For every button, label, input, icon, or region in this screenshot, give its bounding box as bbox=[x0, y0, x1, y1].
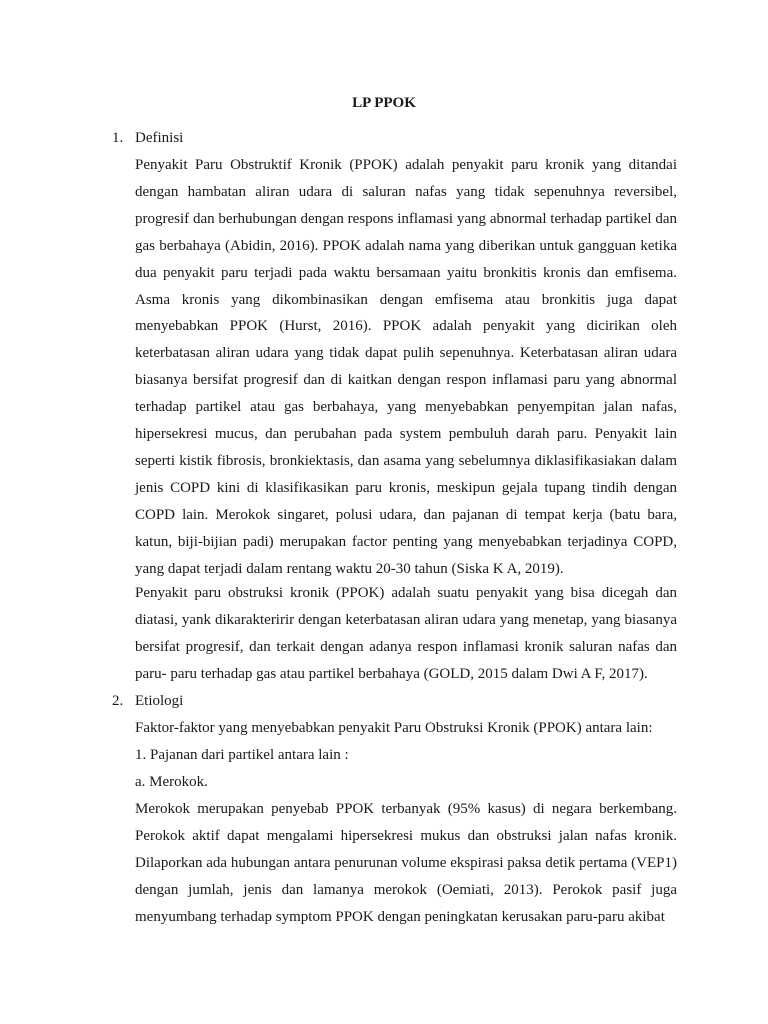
document-title: LP PPOK bbox=[352, 95, 416, 111]
section-number: 1. bbox=[112, 130, 124, 146]
paragraph: Penyakit Paru Obstruktif Kronik (PPOK) adalah penyakit paru kronik yang ditandai dengan hambatan aliran udara di saluran nafas yang tidak sepenuhnya reversibel, progresif dan berhubungan dengan respons inflamasi yang abnormal terhadap partikel dan gas berbahaya (Abidin, 2016). PPOK adalah nama yang diberikan untuk gangguan ketika dua penyakit paru terjadi pada waktu bersamaan yaitu bronkitis kronis dan emfisema. Asma kronis yang dikombinasikan dengan emfisema atau bronkitis juga dapat menyebabkan PPOK (Hurst, 2016). PPOK adalah penyakit yang dicirikan oleh keterbatasan aliran udara yang tidak dapat pulih sepenuhnya. Keterbatasan aliran udara biasanya bersifat progresif dan di kaitkan dengan respon inflamasi paru yang abnormal terhadap partikel atau gas berbahaya, yang menyebabkan penyempitan jalan nafas, hipersekresi mucus, dan perubahan pada system pembuluh darah paru. Penyakit lain seperti kistik fibrosis, bronkiektasis, dan asama yang sebelumnya diklasifikasiakan dalam jenis COPD kini di klasifikasikan paru kronis, meskipun gejala tupang tindih dengan COPD lain. Merokok singaret, polusi udara, dan pajanan di tempat kerja (batu bara, katun, biji-bijian padi) merupakan factor penting yang menyebabkan terjadinya COPD, yang dapat terjadi dalam rentang waktu 20-30 tahun (Siska K A, 2019). bbox=[135, 157, 677, 577]
section-number: 2. bbox=[112, 693, 124, 709]
section-heading: Etiologi bbox=[135, 693, 184, 709]
paragraph: Penyakit paru obstruksi kronik (PPOK) adalah suatu penyakit yang bisa dicegah dan diatasi, yank dikarakteririr dengan keterbatasan aliran udara yang menetap, yang biasanya bersifat progresif, dan terkait dengan adanya respon inflamasi kronik saluran nafas dan paru- paru terhadap gas atau partikel berbahaya (GOLD, 2015 dalam Dwi A F, 2017). bbox=[135, 585, 677, 682]
intro-text: Faktor-faktor yang menyebabkan penyakit Paru Obstruksi Kronik (PPOK) antara lain: bbox=[135, 720, 653, 736]
sub-item: 1. Pajanan dari partikel antara lain : bbox=[135, 747, 349, 763]
paragraph: Merokok merupakan penyebab PPOK terbanyak (95% kasus) di negara berkembang. Perokok aktif dapat mengalami hipersekresi mukus dan obstruksi jalan nafas kronik. Dilaporkan ada hubungan antara penurunan volume ekspirasi paksa detik pertama (VEP1) dengan jumlah, jenis dan lamanya merokok (Oemiati, 2013). Perokok pasif juga menyumbang terhadap symptom PPOK dengan peningkatan kerusakan paru-paru akibat bbox=[135, 801, 677, 925]
section-heading: Definisi bbox=[135, 130, 184, 146]
sub-item: a. Merokok. bbox=[135, 774, 208, 790]
